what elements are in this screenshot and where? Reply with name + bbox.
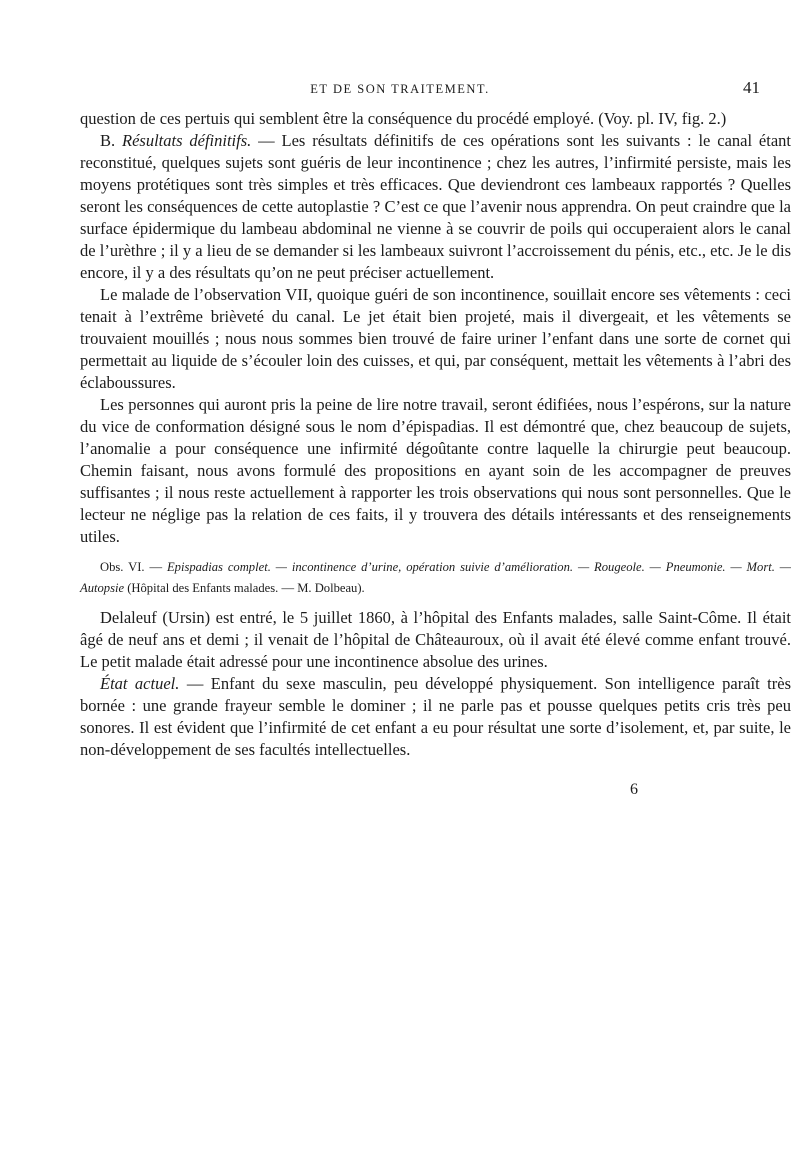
paragraph-text: — Enfant du sexe masculin, peu développé physiquement. Son intelligence paraît très bornée : une grande frayeur semble le dominer ; il ne parle pas et pousse quelques petits cris très peu sonores. Il est évident que l’infirmité de cet enfant a eu pour résultat une sorte d’isolement, et, par suite, le non-développement de ses facultés intellectuelles. bbox=[80, 674, 791, 759]
section-label: B. bbox=[100, 131, 123, 150]
observation-heading bbox=[80, 557, 791, 599]
paragraph-case-admission: Delaleuf (Ursin) est entré, le 5 juillet 1860, à l’hôpital des Enfants malades, salle Saint-Côme. Il était âgé de neuf ans et demi ; il venait de l’hôpital de Châteauroux, où il avait été élevé comme enfant trouvé. Le petit malade était adressé pour une incontinence absolue des urines. bbox=[80, 608, 791, 671]
page-body bbox=[80, 108, 791, 761]
observation-title: Epispadias complet. — incontinence d’urine, opération suivie d’amélioration. — Rougeole. — Pneumonie. — Mort. — Autopsie bbox=[80, 560, 791, 595]
paragraph-continuation: question de ces pertuis qui semblent être la conséquence du procédé employé. (Voy. pl. IV, fig. 2.) bbox=[80, 109, 727, 128]
paragraph-observation-vii: Le malade de l’observation VII, quoique guéri de son incontinence, souillait encore ses vêtements : ceci tenait à l’extrême brièveté du canal. Le jet était bien projeté, mais il divergeait, et les vêtements se trouvaient mouillés ; nous nous sommes bien trouvé de faire uriner l’enfant dans une sorte de cornet qui permettait au liquide de s’écouler loin des cuisses, et qui, par conséquent, mettait les vêtements à l’abri des éclaboussures. bbox=[80, 285, 791, 392]
page-number: 41 bbox=[743, 78, 760, 97]
paragraph-definitive-results bbox=[80, 130, 791, 284]
current-state-heading: État actuel. bbox=[100, 674, 180, 693]
paragraph-text: — Les résultats définitifs de ces opérations sont les suivants : le canal étant reconstitué, quelques sujets sont guéris de leur incontinence ; chez les autres, l’infirmité persiste, mais les moyens protétiques sont très simples et très efficaces. Que deviendront ces lambeaux rapportés ? Quelles seront les conséquences de cette autoplastie ? C’est ce que l’avenir nous apprendra. On peut craindre que la surface épidermique du lambeau abdominal ne vienne à se couvrir de poils qui occuperaient alors le canal de l’urèthre ; il y a lieu de se demander si les lambeaux suivront l’accroissement du pénis, etc., etc. Je le dis encore, il y a des résultats qu’on ne peut préciser actuellement. bbox=[80, 131, 791, 282]
signature-mark: 6 bbox=[630, 781, 638, 798]
running-title: ET DE SON TRAITEMENT. bbox=[310, 82, 490, 96]
running-header bbox=[0, 78, 800, 100]
paragraph-conclusion: Les personnes qui auront pris la peine de lire notre travail, seront édifiées, nous l’espérons, sur la nature du vice de conformation désigné sous le nom d’épispadias. Il est démontré que, chez beaucoup de sujets, l’anomalie a pour conséquence une infirmité dégoûtante contre laquelle la chirurgie peut beaucoup. Chemin faisant, nous avons formulé des propositions en ayant soin de les accompagner de preuves suffisantes ; il nous reste actuellement à rapporter les trois observations qui nous sont personnelles. Que le lecteur ne néglige pas la relation de ces faits, il y trouvera des détails intéressants et des renseignements utiles. bbox=[80, 395, 791, 546]
paragraph-current-state bbox=[80, 673, 791, 761]
observation-source: (Hôpital des Enfants malades. — M. Dolbeau). bbox=[124, 581, 365, 595]
observation-number: Obs. VI. — bbox=[100, 560, 167, 574]
section-heading: Résultats définitifs. bbox=[122, 131, 252, 150]
